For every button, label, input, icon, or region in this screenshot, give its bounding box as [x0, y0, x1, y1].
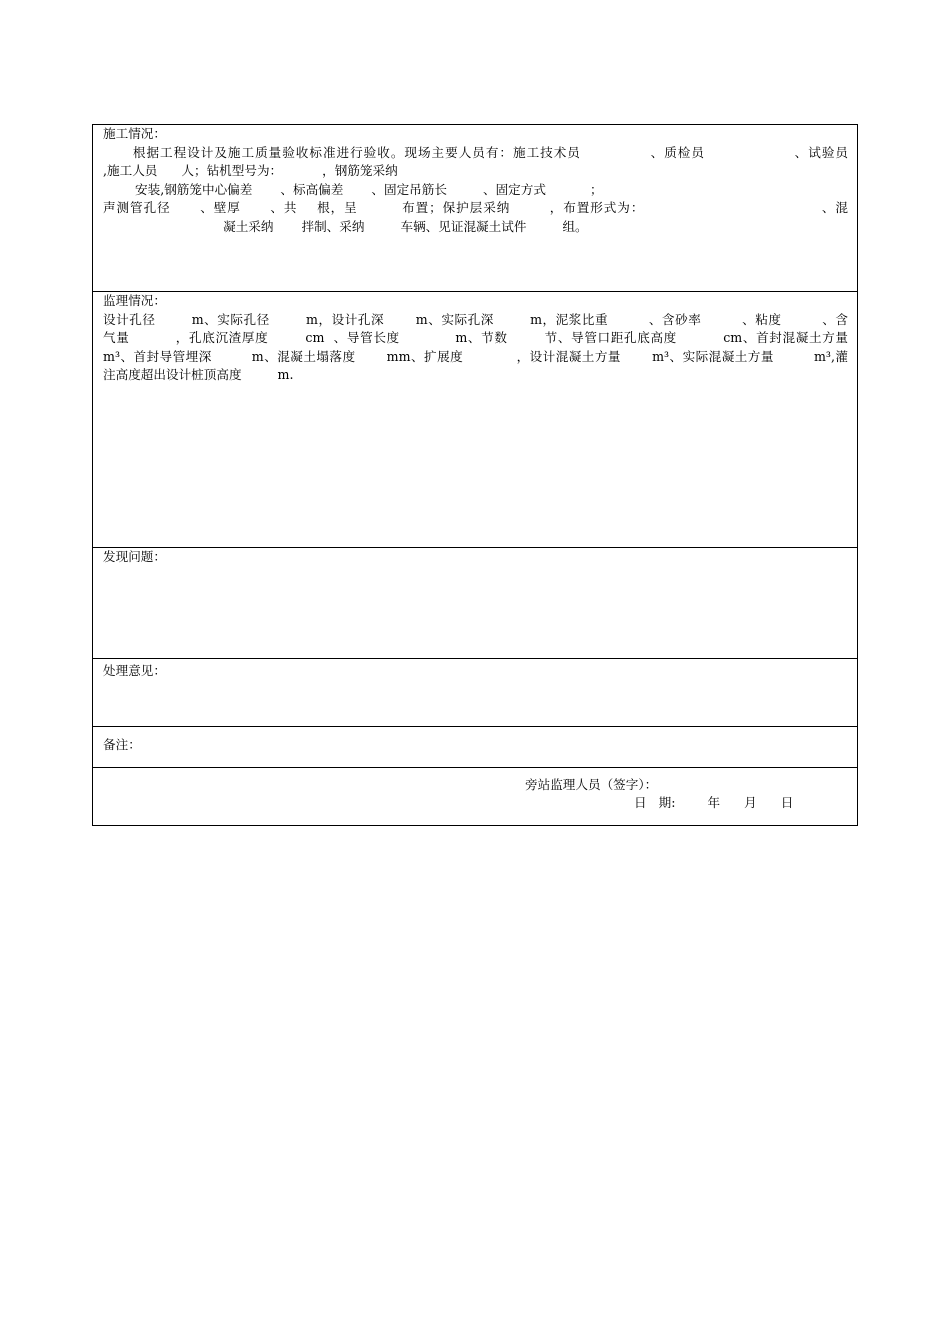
- supervision-line-2: 气量 ，孔底沉渣厚度 cm 、导管长度 m、节数 节、导管口距孔底高度 cm、首封混凝土方量: [103, 330, 848, 346]
- supervision-line-1: 设计孔径 m、实际孔径 m，设计孔深 m、实际孔深 m，泥浆比重 、含砂率 、粘度 、含: [103, 311, 848, 327]
- handling-section: [93, 659, 857, 727]
- supervision-line-4: 注高度超出设计桩顶高度 m.: [103, 367, 294, 383]
- supervision-line-3: m³、首封导管埋深 m、混凝土塌落度 mm、扩展度 ，设计混凝土方量 m³、实际混凝土方量 m³,灌: [103, 348, 848, 364]
- construction-line-5: 凝土采纳 拌制、采纳 车辆、见证混凝土试件 组。: [103, 218, 588, 234]
- issues-heading: 发现问题：: [103, 549, 166, 564]
- supervision-section: [93, 292, 857, 548]
- remarks-heading: 备注：: [103, 737, 141, 752]
- signature-section: [93, 768, 857, 825]
- date-line: 日 期: 年 月 日: [634, 795, 794, 810]
- supervision-heading: 监理情况：: [103, 293, 166, 308]
- construction-line-1: 根据工程设计及施工质量验收标准进行验收。现场主要人员有：施工技术员 、质检员 、试验员: [103, 144, 848, 160]
- issues-section: [93, 548, 857, 659]
- construction-line-2: ,施工人员 人；钻机型号为： ，钢筋笼采纳: [103, 163, 398, 179]
- construction-section: [93, 125, 857, 292]
- construction-heading: 施工情况：: [103, 126, 166, 141]
- handling-heading: 处理意见：: [103, 663, 166, 678]
- construction-line-3: 安装,钢筋笼中心偏差 、标高偏差 、固定吊筋长 、固定方式 ；: [103, 181, 603, 197]
- construction-line-4: 声测管孔径 、壁厚 、共 根，呈 布置；保护层采纳 ，布置形式为： 、混: [103, 200, 848, 216]
- signature-label: 旁站监理人员（签字）：: [525, 777, 658, 792]
- inspection-form: [92, 124, 858, 826]
- remarks-section: [93, 727, 857, 768]
